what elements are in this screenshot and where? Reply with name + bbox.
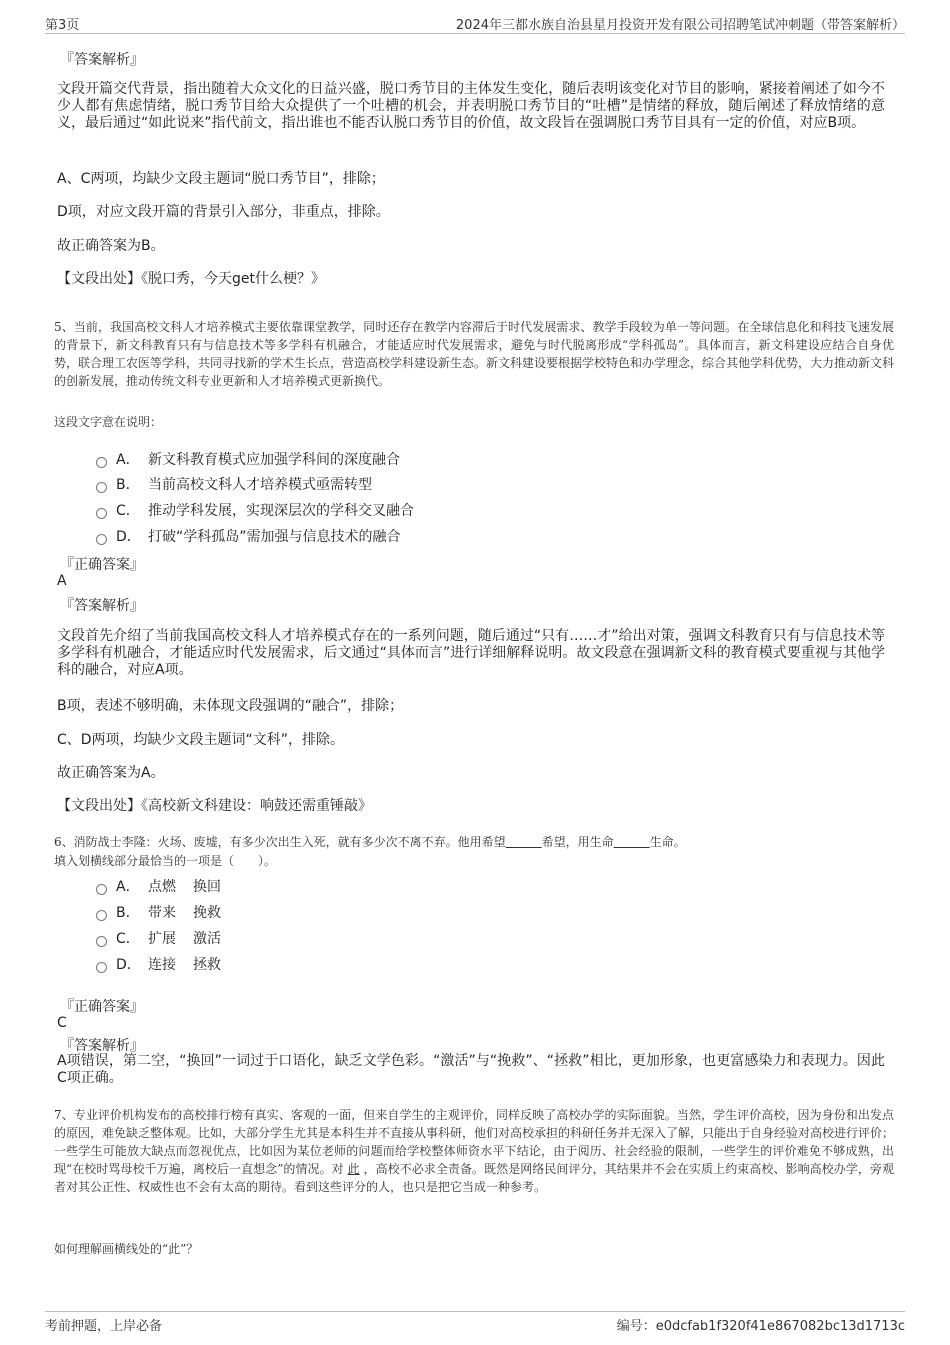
correct-answer: C <box>57 1015 67 1031</box>
analysis-text: 文段首先介绍了当前我国高校文科人才培养模式存在的一系列问题，随后通过“只有……才”给出对策，强调文科教育只有与信息技术等多学科有机融合，才能适应时代发展需求，后文通过“具体而言”进行详细解释说明。故文段意在强调新文科的教育模式要重视与其他学科的融合，对应A项。 <box>57 628 885 678</box>
page-number: 第3页 <box>45 18 80 33</box>
underlined-word: 此 <box>347 1162 360 1176</box>
radio-icon[interactable] <box>96 534 107 545</box>
analysis-tag: 『答案解析』 <box>60 1038 144 1054</box>
option-text: 推动学科发展，实现深层次的学科交叉融合 <box>148 503 414 519</box>
analysis-line-d: D项，对应文段开篇的背景引入部分，非重点，排除。 <box>57 204 390 220</box>
analysis-tag: 『答案解析』 <box>60 52 144 68</box>
option-letter: C． <box>116 503 140 519</box>
option-word-2: 拯救 <box>193 957 221 973</box>
option-letter: D． <box>116 957 141 973</box>
q5-option-b[interactable] <box>96 474 372 494</box>
radio-icon[interactable] <box>96 884 107 895</box>
correct-answer-tag: 『正确答案』 <box>60 557 144 573</box>
source-citation: 【文段出处】《高校新文科建设：响鼓还需重锤敲》 <box>57 798 372 814</box>
question-5-prompt: 这段文字意在说明： <box>54 415 163 429</box>
q5-option-a[interactable] <box>96 449 400 469</box>
option-text: 新文科教育模式应加强学科间的深度融合 <box>148 452 400 468</box>
question-6-text: 6、消防战士李隆：火场、废墟，有多少次出生入死，就有多少次不离不弃。他用希望 希望，用生命 生命。 <box>54 835 686 849</box>
option-word-1: 带来 <box>148 905 176 921</box>
radio-icon[interactable] <box>96 482 107 493</box>
radio-icon[interactable] <box>96 508 107 519</box>
option-word-1: 扩展 <box>148 931 176 947</box>
q5-option-d[interactable] <box>96 526 401 546</box>
correct-answer: A <box>57 573 67 589</box>
option-word-2: 挽救 <box>193 905 221 921</box>
document-title: 2024年三都水族自治县星月投资开发有限公司招聘笔试冲刺题（带答案解析） <box>455 18 905 33</box>
option-word-1: 连接 <box>148 957 176 973</box>
analysis-conclusion: 故正确答案为B。 <box>57 238 165 254</box>
analysis-line-ac: A、C两项，均缺少文段主题词“脱口秀节目”，排除； <box>57 171 385 187</box>
question-7-text: 7、专业评价机构发布的高校排行榜有真实、客观的一面，但来自学生的主观评价，同样反映了高校办学的实际面貌。当然，学生评价高校，因为身份和出发点的原因，难免缺乏整体观。比如，大部分学生尤其是本科生并不直接从事科研，他们对高校承担的科研任务并无深入了解，只能出于自身经验对高校进行评价；一些学生可能放大缺点而忽视优点，比如因为某位老师的问题而给学校整体师资水平下结论，由于阅历、社会经验的限制，一些学生的评价难免不够成熟，出现“在校时骂母校千万遍，离校后一直想念”的情况。对 此 ，高校不必求全责备。既然是网络民间评分，其结果并不会在实质上约束高校、影响高校办学，旁观者对其公正性、权威性也不会有太高的期待。看到这些评分的人，也只是把它当成一种参考。 <box>54 1108 895 1194</box>
q6-option-b[interactable] <box>96 902 221 922</box>
q6-option-d[interactable] <box>96 954 221 974</box>
option-letter: D． <box>116 529 141 545</box>
analysis-line-cd: C、D两项，均缺少文段主题词“文科”，排除。 <box>57 732 345 748</box>
analysis-conclusion: 故正确答案为A。 <box>57 765 165 781</box>
footer-slogan: 考前押题，上岸必备 <box>45 1319 163 1334</box>
radio-icon[interactable] <box>96 962 107 973</box>
option-letter: A． <box>116 452 140 468</box>
q5-option-c[interactable] <box>96 500 414 520</box>
blank-1[interactable] <box>506 835 542 849</box>
option-word-2: 换回 <box>193 879 221 895</box>
option-word-2: 激活 <box>193 931 221 947</box>
footer-divider <box>45 1311 905 1312</box>
header-divider <box>45 33 905 34</box>
question-5-text: 5、当前，我国高校文科人才培养模式主要依靠课堂教学，同时还存在教学内容滞后于时代发展需求、教学手段较为单一等问题。在全球信息化和科技飞速发展的背景下，新文科教育只有与信息技术等多学科有机融合，才能适应时代发展需求，避免与时代脱离形成“学科孤岛”。具体而言，新文科建设应结合自身优势，联合理工农医等学科，共同寻找新的学术生长点，营造高校学科建设新生态。新文科建设要根据学校特色和办学理念，综合其他学科优势，大力推动新文科的创新发展，推动传统文科专业更新和人才培养模式更新换代。 <box>54 320 895 388</box>
option-letter: B． <box>116 905 140 921</box>
document-id: 编号：e0dcfab1f320f41e867082bc13d1713c <box>616 1319 905 1334</box>
option-letter: A． <box>116 879 140 895</box>
radio-icon[interactable] <box>96 910 107 921</box>
correct-answer-tag: 『正确答案』 <box>60 999 144 1015</box>
analysis-line-b: B项，表述不够明确，未体现文段强调的“融合”，排除； <box>57 698 404 714</box>
option-letter: C． <box>116 931 140 947</box>
analysis-text: A项错误，第二空，“换回”一词过于口语化，缺乏文学色彩。“激活”与“挽救”、“拯救”相比，更加形象，也更富感染力和表现力。因此C项正确。 <box>57 1053 885 1086</box>
question-6-prompt: 填入划横线部分最恰当的一项是（ ）。 <box>54 854 277 868</box>
option-text: 当前高校文科人才培养模式亟需转型 <box>148 477 372 493</box>
radio-icon[interactable] <box>96 936 107 947</box>
option-word-1: 点燃 <box>148 879 176 895</box>
option-letter: B． <box>116 477 140 493</box>
question-7-prompt: 如何理解画横线处的“此”？ <box>54 1242 199 1256</box>
q6-option-a[interactable] <box>96 876 221 896</box>
analysis-tag: 『答案解析』 <box>60 598 144 614</box>
option-text: 打破“学科孤岛”需加强与信息技术的融合 <box>148 529 401 545</box>
source-citation: 【文段出处】《脱口秀，今天get什么梗？》 <box>57 271 325 287</box>
blank-2[interactable] <box>614 835 650 849</box>
q6-option-c[interactable] <box>96 928 221 948</box>
radio-icon[interactable] <box>96 457 107 468</box>
analysis-text: 文段开篇交代背景，指出随着大众文化的日益兴盛，脱口秀节目的主体发生变化，随后表明该变化对节目的影响，紧接着阐述了如今不少人都有焦虑情绪，脱口秀节目给大众提供了一个吐槽的机会，并表明脱口秀节目的“吐槽”是情绪的释放，随后阐述了释放情绪的意义，最后通过“如此说来”指代前文，指出谁也不能否认脱口秀节目的价值，故文段旨在强调脱口秀节目具有一定的价值，对应B项。 <box>57 81 885 131</box>
